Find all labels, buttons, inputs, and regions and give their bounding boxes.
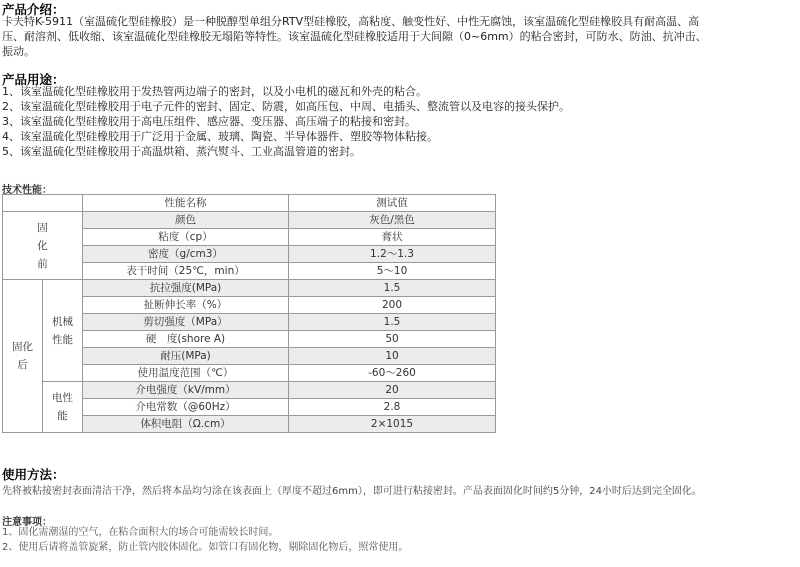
spec-name: 粘度（cp） bbox=[83, 229, 289, 246]
method-heading: 使用方法： bbox=[2, 467, 65, 482]
header-name: 性能名称 bbox=[83, 195, 289, 212]
usage-item: 5、该室温硫化型硅橡胶用于高温烘箱、蒸汽熨斗、工业高温管道的密封。 bbox=[2, 145, 361, 158]
post-cure-group-label: 固化 后 bbox=[3, 280, 43, 433]
electrical-group-label: 电性 能 bbox=[43, 382, 83, 433]
spec-value: -60～260 bbox=[289, 365, 496, 382]
spec-name: 体积电阻（Ω.cm） bbox=[83, 416, 289, 433]
spec-value: 5～10 bbox=[289, 263, 496, 280]
usage-heading: 产品用途： bbox=[2, 72, 65, 87]
specs-table bbox=[2, 194, 496, 433]
spec-name: 剪切强度（MPa） bbox=[83, 314, 289, 331]
usage-item: 1、该室温硫化型硅橡胶用于发热管两边端子的密封，以及小电机的磁瓦和外壳的粘合。 bbox=[2, 85, 427, 98]
spec-value: 2×1015 bbox=[289, 416, 496, 433]
spec-value: 200 bbox=[289, 297, 496, 314]
notes-item: 2、使用后请将盖管旋紧，防止管内胶体固化。如管口有固化物，剔除固化物后，照常使用。 bbox=[2, 542, 409, 553]
header-value: 测试值 bbox=[289, 195, 496, 212]
table-header-row bbox=[3, 195, 496, 212]
specs-heading: 技术性能： bbox=[2, 185, 52, 196]
spec-value: 膏状 bbox=[289, 229, 496, 246]
usage-item: 3、该室温硫化型硅橡胶用于高电压组件、感应器、变压器、高压端子的粘接和密封。 bbox=[2, 115, 416, 128]
usage-item: 4、该室温硫化型硅橡胶用于广泛用于金属、玻璃、陶瓷、半导体器件、塑胶等物体粘接。 bbox=[2, 130, 438, 143]
spec-name: 介电强度（kV/mm） bbox=[83, 382, 289, 399]
spec-name: 颜色 bbox=[83, 212, 289, 229]
spec-value: 1.2～1.3 bbox=[289, 246, 496, 263]
spec-name: 表干时间（25℃，min） bbox=[83, 263, 289, 280]
notes-item: 1、固化需潮湿的空气，在粘合面积大的场合可能需较长时间。 bbox=[2, 527, 279, 538]
intro-heading: 产品介绍： bbox=[2, 2, 65, 17]
notes-heading: 注意事项： bbox=[2, 517, 52, 528]
method-text: 先将被粘接密封表面清洁干净，然后将本品均匀涂在该表面上（厚度不超过6mm），即可进行粘接密封。产品表面固化时间约5分钟，24小时后达到完全固化。 bbox=[2, 486, 702, 497]
pre-cure-group-label: 固 化 前 bbox=[3, 212, 83, 280]
spec-name: 扯断伸长率（%） bbox=[83, 297, 289, 314]
spec-value: 灰色/黑色 bbox=[289, 212, 496, 229]
mechanical-group-label: 机械 性能 bbox=[43, 280, 83, 382]
spec-name: 使用温度范围（℃） bbox=[83, 365, 289, 382]
usage-item: 2、该室温硫化型硅橡胶用于电子元件的密封、固定、防震，如高压包、中周、电插头、整流管以及电容的接头保护。 bbox=[2, 100, 570, 113]
spec-name: 密度（g/cm3） bbox=[83, 246, 289, 263]
table-row bbox=[3, 212, 496, 229]
intro-line-3: 振动。 bbox=[2, 45, 35, 58]
table-row bbox=[3, 280, 496, 297]
intro-line-1: 卡夫特K-5911（室温硫化型硅橡胶）是一种脱醇型单组分RTV型硅橡胶，高粘度、触变性好、中性无腐蚀，该室温硫化型硅橡胶具有耐高温、高 bbox=[2, 15, 700, 28]
spec-value: 1.5 bbox=[289, 314, 496, 331]
spec-name: 抗拉强度(MPa) bbox=[83, 280, 289, 297]
spec-name: 硬 度(shore A) bbox=[83, 331, 289, 348]
table-row bbox=[3, 382, 496, 399]
spec-value: 2.8 bbox=[289, 399, 496, 416]
spec-value: 1.5 bbox=[289, 280, 496, 297]
spec-value: 50 bbox=[289, 331, 496, 348]
intro-line-2: 压、耐溶剂、低收缩、该室温硫化型硅橡胶无塌陷等特性。该室温硫化型硅橡胶适用于大间隙（0~6mm）的粘合密封，可防水、防油、抗冲击、 bbox=[2, 30, 707, 43]
spec-name: 耐压(MPa) bbox=[83, 348, 289, 365]
spec-value: 20 bbox=[289, 382, 496, 399]
spec-value: 10 bbox=[289, 348, 496, 365]
spec-name: 介电常数（@60Hz） bbox=[83, 399, 289, 416]
